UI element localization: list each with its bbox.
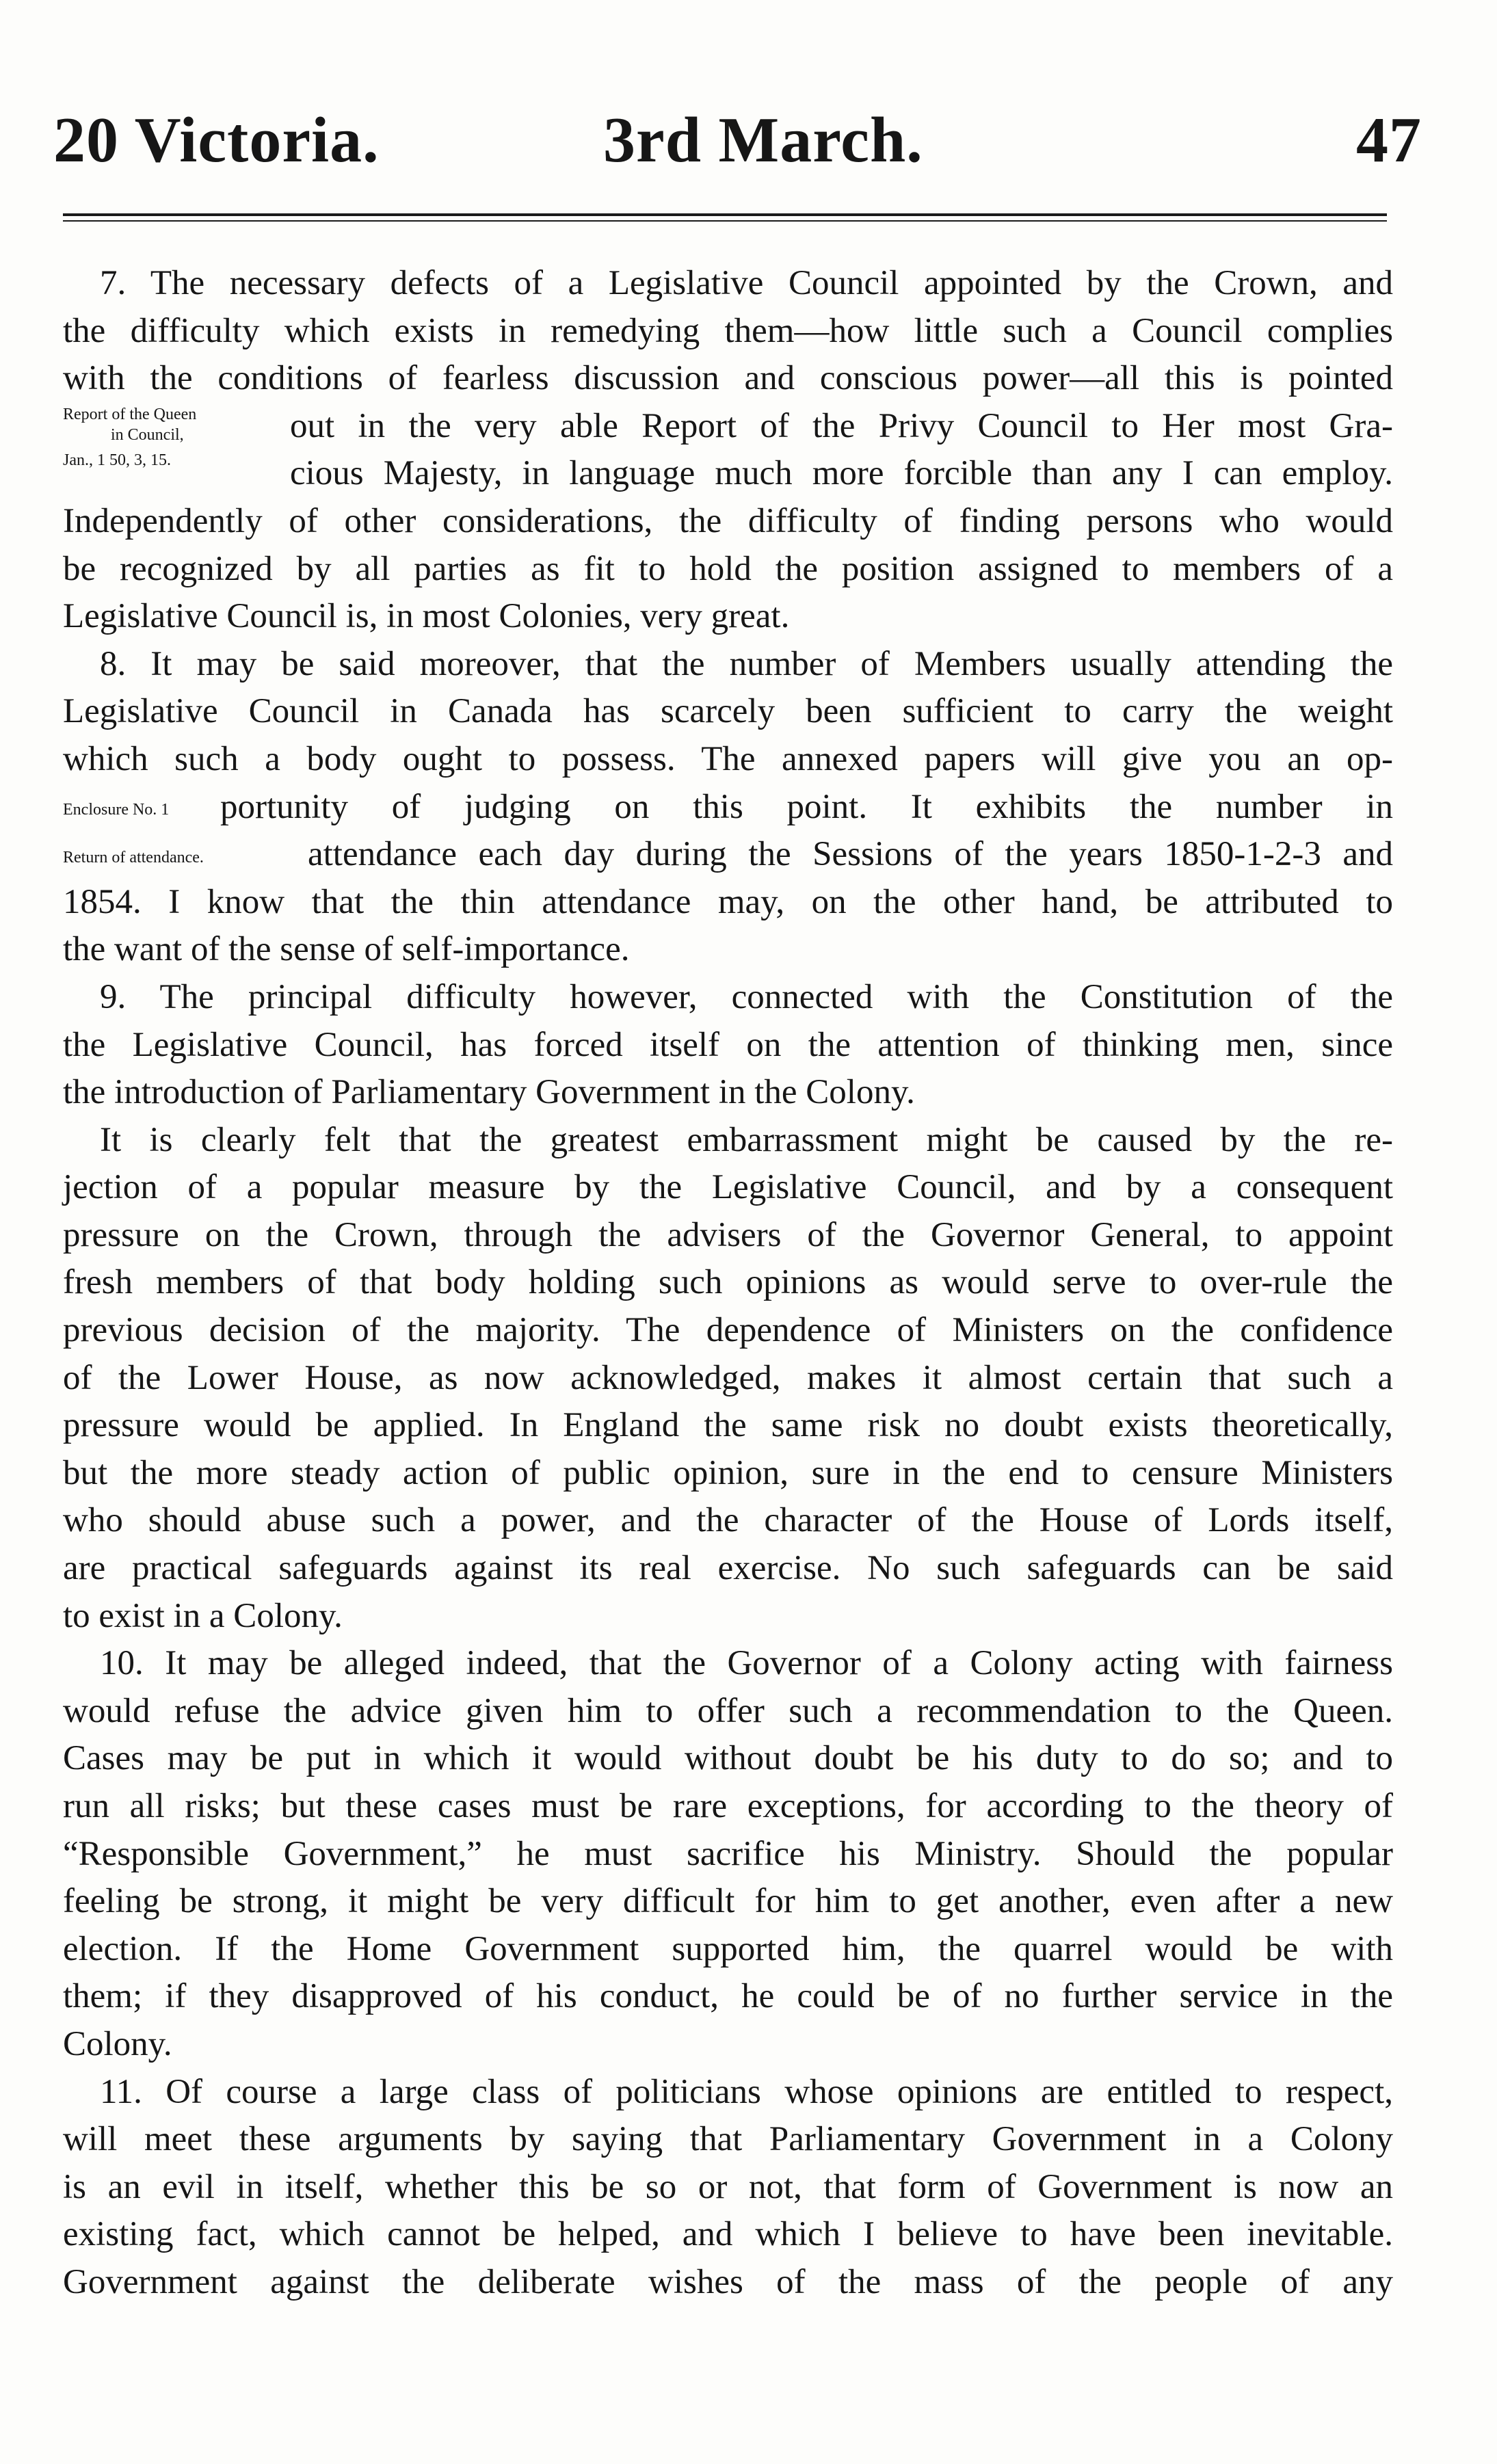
text-line: the Legislative Council, has forced itself on the attention of thinking men, since <box>63 1025 1393 1064</box>
text-line: existing fact, which cannot be helped, and which I believe to have been inevitable. <box>63 2215 1393 2254</box>
text-line: Legislative Council is, in most Colonies, very great. <box>63 597 790 636</box>
text-line: to exist in a Colony. <box>63 1596 343 1635</box>
text-line: feeling be strong, it might be very difficult for him to get another, even after a new <box>63 1882 1393 1921</box>
text-line: which such a body ought to possess. The annexed papers will give you an op- <box>63 739 1393 778</box>
text-line: previous decision of the majority. The dependence of Ministers on the confidence <box>63 1311 1393 1350</box>
text-line: It is clearly felt that the greatest embarrassment might be caused by the re- <box>100 1120 1393 1159</box>
text-line: Colony. <box>63 2024 172 2063</box>
text-line: 8. It may be said moreover, that the number of Members usually attending the <box>100 644 1393 683</box>
text-line: run all risks; but these cases must be rare exceptions, for according to the theory of <box>63 1787 1393 1825</box>
margin-note: in Council, <box>111 426 184 444</box>
text-line: are practical safeguards against its real exercise. No such safeguards can be said <box>63 1549 1393 1588</box>
text-line: jection of a popular measure by the Legislative Council, and by a consequent <box>63 1168 1393 1207</box>
text-line: 10. It may be alleged indeed, that the Governor of a Colony acting with fairness <box>100 1644 1393 1683</box>
text-line: 11. Of course a large class of politicians whose opinions are entitled to respect, <box>100 2072 1393 2111</box>
header-rule <box>63 213 1387 216</box>
text-line: out in the very able Report of the Privy Council to Her most Gra- <box>290 406 1393 445</box>
text-line: the want of the sense of self-importance. <box>63 930 630 969</box>
margin-note: Jan., 1 50, 3, 15. <box>63 451 171 469</box>
text-line: with the conditions of fearless discussion and conscious power—all this is pointed <box>63 359 1393 398</box>
text-line: 1854. I know that the thin attendance may, on the other hand, be attributed to <box>63 882 1393 921</box>
margin-note: Enclosure No. 1 <box>63 801 170 819</box>
text-line: Cases may be put in which it would without doubt be his duty to do so; and to <box>63 1739 1393 1778</box>
body-text <box>63 260 1393 2307</box>
text-line: the difficulty which exists in remedying them—how little such a Council complies <box>63 311 1393 350</box>
text-line: is an evil in itself, whether this be so or not, that form of Government is now an <box>63 2167 1393 2206</box>
text-line: but the more steady action of public opinion, sure in the end to censure Ministers <box>63 1453 1393 1492</box>
text-line: cious Majesty, in language much more forcible than any I can employ. <box>290 454 1393 493</box>
text-line: be recognized by all parties as fit to hold the position assigned to members of a <box>63 549 1393 588</box>
text-line: 7. The necessary defects of a Legislative Council appointed by the Crown, and <box>100 264 1393 302</box>
text-line: Independently of other considerations, the difficulty of finding persons who would <box>63 501 1393 540</box>
page-number: 47 <box>1356 105 1422 176</box>
text-line: them; if they disapproved of his conduct, he could be of no further service in the <box>63 1977 1393 2016</box>
text-line: pressure on the Crown, through the advisers of the Governor General, to appoint <box>63 1215 1393 1254</box>
text-line: who should abuse such a power, and the character of the House of Lords itself, <box>63 1501 1393 1540</box>
text-line: pressure would be applied. In England the same risk no doubt exists theoretically, <box>63 1406 1393 1445</box>
text-line: attendance each day during the Sessions of the years 1850-1-2-3 and <box>308 835 1393 874</box>
text-line: of the Lower House, as now acknowledged, makes it almost certain that such a <box>63 1358 1393 1397</box>
text-line: would refuse the advice given him to offer such a recommendation to the Queen. <box>63 1691 1393 1730</box>
text-line: “Responsible Government,” he must sacrifice his Ministry. Should the popular <box>63 1834 1393 1873</box>
text-line: Government against the deliberate wishes of the mass of the people of any <box>63 2262 1393 2301</box>
text-line: portunity of judging on this point. It exhibits the number in <box>220 787 1393 826</box>
text-line: Legislative Council in Canada has scarcely been sufficient to carry the weight <box>63 692 1393 731</box>
text-line: 9. The principal difficulty however, connected with the Constitution of the <box>100 977 1393 1016</box>
text-line: will meet these arguments by saying that Parliamentary Government in a Colony <box>63 2120 1393 2159</box>
text-line: election. If the Home Government supported him, the quarrel would be with <box>63 1929 1393 1968</box>
running-header <box>0 103 1497 178</box>
margin-note: Report of the Queen <box>63 406 197 423</box>
header-date: 3rd March. <box>603 105 923 176</box>
header-regnal-year: 20 Victoria. <box>53 105 380 176</box>
text-line: fresh members of that body holding such opinions as would serve to over-rule the <box>63 1263 1393 1302</box>
header-rule-thin <box>63 220 1387 222</box>
margin-note: Return of attendance. <box>63 849 204 866</box>
text-line: the introduction of Parliamentary Government in the Colony. <box>63 1073 915 1112</box>
